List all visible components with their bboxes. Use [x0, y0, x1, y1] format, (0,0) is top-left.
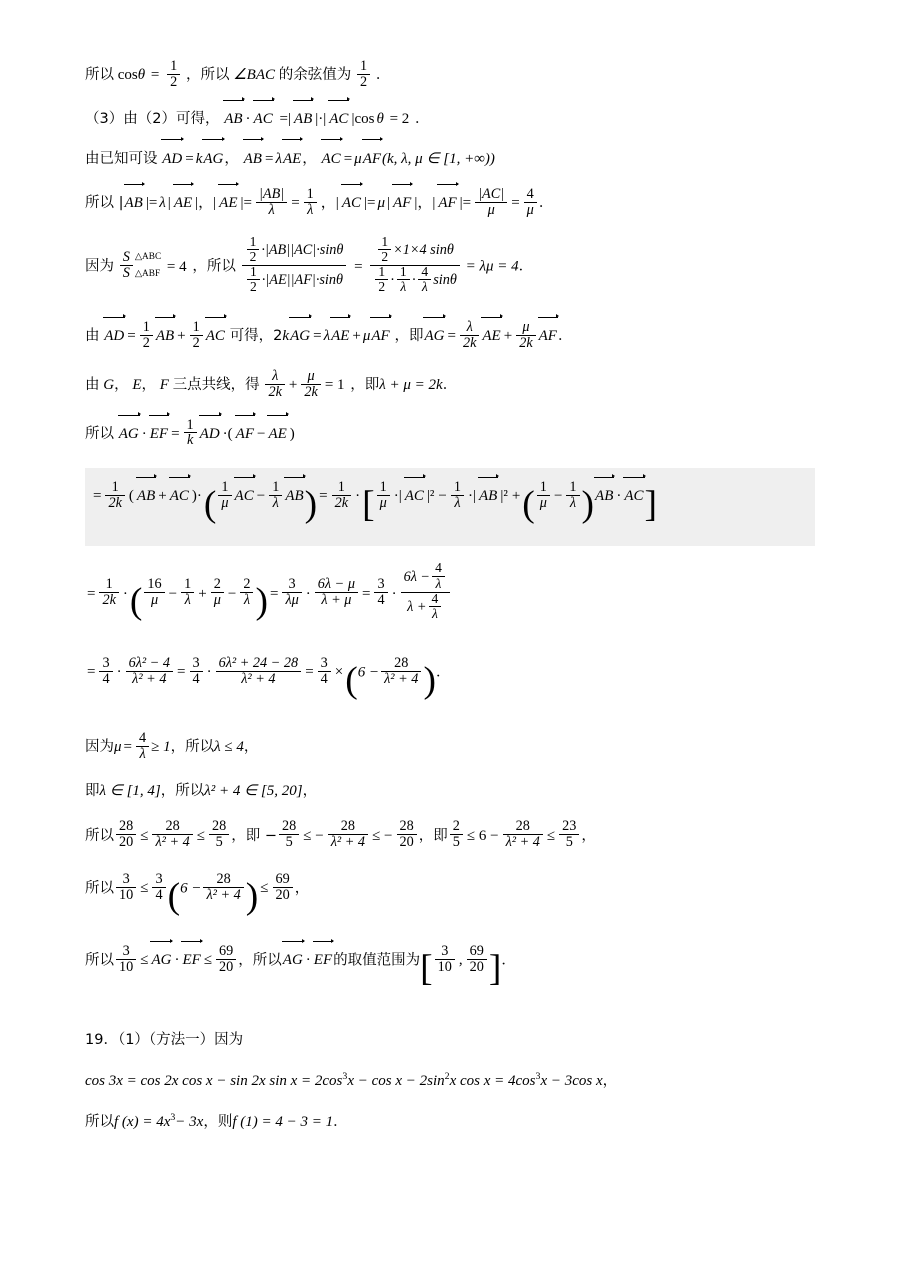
- comma: ，: [302, 150, 317, 167]
- text-segment: ，即: [418, 827, 448, 844]
- vector-ab-3: AB: [478, 486, 498, 508]
- comma: ，: [302, 782, 318, 799]
- text-segment: 由: [85, 328, 100, 345]
- math-equals: =: [291, 195, 300, 212]
- solution-line-4: [85, 185, 815, 219]
- comma: ，: [294, 879, 310, 896]
- math-minus: −: [227, 585, 237, 602]
- math-mu: μ: [362, 328, 371, 345]
- fraction-2-over-mu: $\frac{2}{\mu}$: [211, 577, 224, 608]
- math-exponent: 2: [444, 1071, 450, 1083]
- comma: ，: [114, 376, 129, 393]
- fraction-half-2: $\frac{1}{2}$: [190, 320, 203, 351]
- math-point-f: F: [159, 376, 169, 393]
- math-le-six-minus: ≤ 6 −: [466, 827, 499, 844]
- fraction-half: $\frac{1}{2}$: [140, 320, 153, 351]
- dot-bar: ·|: [467, 488, 476, 505]
- math-equals: = 1: [324, 376, 345, 393]
- dot-operator: ·: [206, 663, 212, 680]
- text-segment: 由已知可设: [85, 150, 158, 167]
- open-paren-big: (: [345, 659, 358, 701]
- open-paren-big: (: [129, 581, 143, 623]
- math-lambda: λ: [275, 150, 282, 167]
- fraction-one-over-lambda-3: $\frac{1}{\lambda}$: [566, 480, 579, 511]
- open-paren: (: [128, 488, 134, 505]
- vector-ab: AB: [155, 326, 175, 348]
- math-plus: +: [177, 328, 186, 345]
- vector-ae: AE: [267, 424, 287, 446]
- solution-line-15: [85, 870, 815, 924]
- fraction-28-over-lambda2-4-neg: $\frac{28}{\text{λ² + 4}}$: [328, 819, 368, 850]
- fraction-one-over-2k: $\frac{1}{2k}$: [105, 480, 124, 511]
- vector-ab: AB: [223, 109, 243, 131]
- dot-bar: ·|: [393, 488, 402, 505]
- vector-af-2: AF: [538, 326, 558, 348]
- fraction-16-over-mu: $\frac{16}{\mu}$: [144, 577, 164, 608]
- comma: ，: [581, 827, 596, 844]
- vector-ag: AG: [150, 950, 172, 972]
- vector-ae: AE: [330, 326, 350, 348]
- math-le: ≤: [140, 952, 149, 969]
- question-19-line-2: [85, 1111, 815, 1134]
- vector-ag: AG: [118, 424, 140, 446]
- solution-line-11: [85, 654, 815, 708]
- math-minus: −: [256, 488, 266, 505]
- math-mu: μ: [114, 738, 122, 755]
- math-comma: ,: [458, 952, 463, 969]
- math-result: λ ≤ 4: [214, 738, 244, 755]
- comma: ，: [243, 738, 259, 755]
- vector-ab-2: AB: [284, 486, 304, 508]
- period: ．: [538, 195, 554, 212]
- vector-ef-2: EF: [313, 950, 333, 972]
- math-equals: =: [177, 663, 186, 680]
- vector-ef: EF: [149, 424, 169, 446]
- math-le-neg-2: ≤ −: [372, 827, 393, 844]
- math-exponent: 3: [535, 1071, 541, 1083]
- solution-line-7: [85, 367, 815, 401]
- math-times: ×: [334, 663, 344, 680]
- solution-line-2: [85, 109, 815, 131]
- math-equals: =: [150, 66, 160, 83]
- math-equals: =: [447, 328, 456, 345]
- fraction-area-ratio: $\frac{S}{S}$: [120, 250, 133, 281]
- text-segment: 所以: [85, 827, 114, 844]
- vector-af-2: AF: [437, 193, 457, 215]
- fraction-area-values: $\frac{1}{2}$ ×1×4 sinθ $\frac{1}{2}$ · $\frac{1}{\lambda}$ · $\frac{4}{\lambda}$ sinθ: [370, 236, 459, 296]
- fraction-one-over-lambda: $\frac{1}{\lambda}$: [269, 480, 282, 511]
- math-minus: −: [438, 488, 447, 505]
- fraction-one-half: $\frac{1}{2}$: [167, 59, 180, 90]
- comma: ，: [602, 1073, 618, 1090]
- math-equals: =: [319, 488, 328, 505]
- math-segment: x − cos x − 2sin: [347, 1073, 445, 1090]
- text-segment: 即: [85, 782, 100, 799]
- text-segment: 所以: [85, 879, 114, 896]
- math-equals: =: [185, 150, 194, 167]
- math-squared: |²: [426, 488, 435, 505]
- math-equals: |=: [363, 195, 376, 212]
- fraction-mu-over-2k: $\frac{\mu}{2k}$: [301, 369, 320, 400]
- vector-af: AF: [392, 193, 412, 215]
- math-k: k: [282, 328, 290, 345]
- text-segment: 的取值范围为: [333, 952, 421, 969]
- vector-ae: AE: [173, 193, 193, 215]
- math-plus: +: [158, 488, 167, 505]
- vector-ab: AB: [136, 486, 156, 508]
- math-result: = λμ = 4: [465, 258, 519, 275]
- math-exponent: 3: [342, 1071, 348, 1083]
- math-k: k: [195, 150, 203, 167]
- math-sep: |·|: [315, 110, 327, 127]
- dot-operator: ·: [116, 663, 122, 680]
- vector-ef: EF: [181, 950, 201, 972]
- vector-ae-2: AE: [218, 193, 238, 215]
- dot-operator: ·: [141, 425, 147, 442]
- fraction-one-over-2k: $\frac{1}{2k}$: [99, 577, 118, 608]
- math-ge-one: ≥ 1: [151, 738, 171, 755]
- fraction-3-over-4-c: $\frac{3}{4}$: [318, 656, 331, 687]
- solution-line-16: [85, 942, 815, 996]
- fraction-mu-over-2k: $\frac{\mu}{2k}$: [516, 320, 535, 351]
- math-le: ≤: [140, 827, 149, 844]
- period: ．: [375, 66, 391, 83]
- math-plus: +: [288, 376, 298, 393]
- math-equals: =: [305, 663, 314, 680]
- fraction-one-half-2: $\frac{1}{2}$: [357, 59, 370, 90]
- fraction-69-over-20-b: $\frac{69}{20}$: [467, 944, 487, 975]
- dot-operator: ·: [616, 488, 622, 505]
- text-segment: 由: [85, 376, 100, 393]
- dot-operator: ·: [245, 110, 251, 127]
- text-segment: 因为: [85, 738, 114, 755]
- math-six-minus: 6 −: [357, 663, 380, 680]
- math-equals: =: [269, 585, 279, 602]
- close-paren-big: ): [245, 875, 259, 917]
- math-minus: −: [168, 585, 178, 602]
- math-equals: =|: [279, 110, 291, 127]
- text-segment: 可得，2: [229, 328, 283, 345]
- vector-ac-2: AC: [328, 109, 349, 131]
- math-lambda2-interval: λ² + 4 ∈ [5, 20]: [204, 782, 303, 799]
- math-six-minus: 6 −: [180, 879, 202, 896]
- area-sub-abf: △ABF: [134, 269, 161, 280]
- math-function-f1: f (1) = 4 − 3 = 1: [232, 1113, 334, 1130]
- math-equals: =: [123, 738, 132, 755]
- fraction-one-over-lambda: $\frac{1}{\lambda}$: [304, 187, 317, 218]
- text-segment: ，则: [203, 1113, 233, 1130]
- math-plus: +: [511, 488, 521, 505]
- vector-af: AF: [370, 326, 390, 348]
- fraction-expanded: $\frac{\text{6λ² + 24 − 28}}{\text{λ² + 4}}$: [216, 656, 302, 687]
- vector-ae-2: AE: [481, 326, 501, 348]
- text-segment: ，所以: [185, 66, 230, 83]
- open-paren-big: (: [203, 483, 217, 525]
- vector-ab: AB: [243, 149, 263, 171]
- vector-ag-2: AG: [423, 326, 445, 348]
- fraction-23-over-5: $\frac{23}{5}$: [559, 819, 579, 850]
- solution-line-3: [85, 149, 815, 171]
- period: ．: [435, 663, 451, 680]
- area-sub-abc: △ABC: [134, 251, 162, 262]
- text-segment: 三点共线，得: [172, 376, 260, 393]
- math-le: ≤: [140, 879, 149, 896]
- vector-ac-4: AC: [623, 486, 644, 508]
- close-paren-dot: )·: [191, 488, 202, 505]
- math-plus: +: [503, 328, 513, 345]
- fraction-69-over-20: $\frac{69}{20}$: [273, 872, 293, 903]
- comma: ，: [141, 376, 157, 393]
- open-paren-big-2: (: [522, 483, 535, 525]
- fraction-28-over-lambda2-4-b: $\frac{28}{\text{λ² + 4}}$: [503, 819, 543, 850]
- math-theta: θ: [376, 110, 384, 127]
- solution-line-6: [85, 318, 815, 352]
- vector-ab-2: AB: [293, 109, 313, 131]
- math-bar: |: [386, 195, 390, 212]
- period: ．: [557, 328, 573, 345]
- fraction-3-over-4: $\frac{3}{4}$: [152, 872, 165, 903]
- math-equals: |=: [240, 195, 252, 212]
- text-segment: （3）由（2）可得，: [85, 110, 220, 127]
- math-result: λ + μ = 2k: [379, 376, 443, 393]
- fraction-one-over-2k-2: $\frac{1}{2k}$: [332, 480, 351, 511]
- math-equals: =: [361, 585, 371, 602]
- text-segment: ，即: [394, 328, 424, 345]
- close-paren-big: ): [423, 659, 436, 701]
- math-function-fx: f (x) = 4x: [114, 1113, 171, 1130]
- text-segment: 的余弦值为: [278, 66, 352, 83]
- open-bracket-big: [: [420, 948, 433, 989]
- vector-ac: AC: [205, 326, 226, 348]
- period: ．: [501, 952, 516, 969]
- close-paren: ): [289, 425, 295, 442]
- math-theta: θ: [137, 66, 146, 83]
- fraction-one-over-mu-2: $\frac{1}{\mu}$: [377, 480, 390, 511]
- fraction-2-over-5: $\frac{2}{5}$: [450, 819, 463, 850]
- close-bracket-big: ]: [488, 948, 502, 989]
- fraction-28-over-20-neg: $\frac{28}{20}$: [397, 819, 417, 850]
- math-equals: =: [87, 663, 96, 680]
- vector-ad: AD: [103, 326, 125, 348]
- dot-operator: ·: [391, 585, 397, 602]
- dot-operator: ·: [122, 585, 128, 602]
- fraction-3-over-10-b: $\frac{3}{10}$: [435, 944, 455, 975]
- math-exponent: 3: [170, 1111, 176, 1123]
- math-segment: − 3x: [175, 1113, 204, 1130]
- text-segment: ，所以: [238, 952, 282, 969]
- open-bracket-big: [: [362, 483, 375, 525]
- open-paren-big: (: [167, 875, 181, 917]
- math-equals: |=: [459, 195, 472, 212]
- math-mu: μ: [354, 150, 362, 167]
- text-segment: 所以: [85, 66, 114, 83]
- fraction-28-over-lambda2-4: $\frac{28}{\text{λ² + 4}}$: [203, 872, 243, 903]
- math-bar: |: [167, 195, 171, 212]
- text-segment: 所以 |: [85, 195, 124, 212]
- math-equals: =: [343, 150, 353, 167]
- text-segment: 所以: [85, 425, 114, 442]
- vector-ab-4: AB: [594, 486, 614, 508]
- dot-operator: ·: [174, 952, 180, 969]
- math-plus: +: [198, 585, 207, 602]
- vector-ac: AC: [341, 193, 362, 215]
- math-bar: |，|: [414, 195, 436, 212]
- text-segment: ，所以: [192, 258, 236, 275]
- fraction-6lambda-minus-mu: $\frac{6\lambda - \mu}{\lambda + \mu}$: [315, 577, 358, 608]
- text-segment: 所以: [85, 952, 114, 969]
- math-lambda-interval: λ ∈ [1, 4]: [99, 782, 161, 799]
- solution-line-1: [85, 57, 815, 91]
- fraction-69-over-20: $\frac{69}{20}$: [216, 944, 236, 975]
- math-cos: |cos: [351, 110, 375, 127]
- solution-line-9-highlighted: [85, 468, 815, 546]
- math-le: ≤: [203, 952, 213, 969]
- fraction-lambda-over-2k: $\frac{\lambda}{2k}$: [460, 320, 479, 351]
- dot-open-paren: ·(: [222, 425, 233, 442]
- text-segment: 因为: [85, 258, 114, 275]
- vector-ac: AC: [321, 149, 342, 171]
- math-segment: x − 3cos x: [540, 1073, 603, 1090]
- math-mu: μ: [377, 195, 385, 212]
- math-equals: =: [264, 150, 274, 167]
- fraction-3-over-4: $\frac{3}{4}$: [374, 577, 387, 608]
- close-bracket-big: ]: [644, 483, 658, 525]
- fraction-four-over-mu: $\frac{4}{\mu}$: [524, 187, 537, 218]
- question-19-heading: [85, 1030, 815, 1052]
- fraction-one-over-lambda-2: $\frac{1}{\lambda}$: [451, 480, 464, 511]
- text-segment: ，所以: [170, 738, 215, 755]
- fraction-28-over-20: $\frac{28}{20}$: [116, 819, 136, 850]
- fraction-one-over-mu: $\frac{1}{\mu}$: [218, 480, 231, 511]
- math-equals: =: [87, 585, 96, 602]
- fraction-3-over-4-b: $\frac{3}{4}$: [190, 656, 203, 687]
- comma-bar: ，|: [320, 195, 339, 212]
- vector-ad: AD: [199, 424, 221, 446]
- text-segment: 所以: [85, 1113, 114, 1130]
- fraction-2-over-lambda: $\frac{2}{\lambda}$: [240, 577, 253, 608]
- solution-line-13: [85, 781, 815, 803]
- close-paren-big: ): [255, 581, 268, 623]
- fraction-3-over-10: $\frac{3}{10}$: [116, 872, 136, 903]
- fraction-3-over-4: $\frac{3}{4}$: [99, 656, 112, 687]
- math-plus: +: [352, 328, 361, 345]
- dot-operator: ·: [355, 488, 361, 505]
- math-le: ≤: [546, 827, 556, 844]
- text-segment: ，即: [350, 376, 380, 393]
- solution-line-8: [85, 416, 815, 450]
- math-equals: |=: [145, 195, 158, 212]
- dot-operator: ·: [305, 952, 311, 969]
- math-cos3x-expansion: cos 3x = cos 2x cos x − sin 2x sin x = 2cos: [85, 1073, 343, 1090]
- period: ．: [333, 1113, 348, 1130]
- vector-ac-2: AC: [234, 486, 255, 508]
- solution-line-12: [85, 729, 815, 763]
- question-19-label: 19．（1）（方法一）因为: [85, 1032, 244, 1049]
- math-value: = 2: [389, 110, 410, 127]
- text-segment: ，即 −: [231, 827, 278, 844]
- math-lambda: λ: [323, 328, 331, 345]
- fraction-28-over-lambda2-plus-4: $\frac{28}{\text{λ² + 4}}$: [381, 656, 421, 687]
- fraction-one-over-mu-3: $\frac{1}{\mu}$: [537, 480, 550, 511]
- math-equals: = 4: [166, 258, 187, 275]
- fraction-abs-ab-over-lambda: $\frac{|AB|}{\lambda}$: [256, 187, 287, 218]
- math-squared: |²: [500, 488, 508, 505]
- vector-ag: AG: [289, 326, 311, 348]
- math-le-neg: ≤ −: [303, 827, 324, 844]
- vector-af: AF: [235, 424, 255, 446]
- math-minus: −: [257, 425, 266, 442]
- math-equals: =: [127, 328, 136, 345]
- fraction-3-over-10: $\frac{3}{10}$: [116, 944, 136, 975]
- period: ．: [518, 258, 534, 275]
- fraction-28-over-lambda2-4: $\frac{28}{\text{λ² + 4}}$: [152, 819, 192, 850]
- vector-ag-2: AG: [282, 950, 304, 972]
- close-paren-big: ): [304, 483, 318, 525]
- math-equals: =: [93, 488, 102, 505]
- fraction-4-over-lambda: $\frac{4}{\lambda}$: [136, 731, 149, 762]
- vector-ac: AC: [169, 486, 190, 508]
- fraction-28-over-5-neg: $\frac{28}{5}$: [279, 819, 299, 850]
- vector-ad: AD: [161, 149, 183, 171]
- vector-ac: AC: [253, 109, 274, 131]
- math-bar: |，|: [195, 195, 217, 212]
- math-segment: x cos x = 4cos: [449, 1073, 536, 1090]
- vector-af: AF: [362, 149, 382, 171]
- period: ．: [442, 376, 458, 393]
- comma: ，: [224, 150, 239, 167]
- math-le: ≤: [260, 879, 269, 896]
- math-equals: =: [313, 328, 322, 345]
- vector-ab: AB: [124, 193, 144, 215]
- math-point-g: G: [103, 376, 115, 393]
- fraction-abs-ac-over-mu: $\frac{|AC|}{\mu}$: [475, 187, 507, 218]
- question-19-line-1: [85, 1070, 815, 1093]
- fraction-6lambda2-minus-4: $\frac{\text{6λ² − 4}}{\text{λ² + 4}}$: [126, 656, 173, 687]
- solution-line-10: [85, 560, 815, 629]
- fraction-area-formula: $\frac{1}{2}$ ·|AB||AC|·sinθ $\frac{1}{2}$ ·|AE||AF|·sinθ: [242, 236, 347, 296]
- fraction-1-over-lambda: $\frac{1}{\lambda}$: [181, 577, 194, 608]
- math-angle-bac: ∠BAC: [233, 66, 275, 83]
- vector-ag: AG: [202, 149, 224, 171]
- fraction-28-over-5: $\frac{28}{5}$: [209, 819, 229, 850]
- period: ．: [415, 110, 430, 127]
- dot-operator: ·: [305, 585, 311, 602]
- math-equals: =: [171, 425, 180, 442]
- math-minus: −: [553, 488, 563, 505]
- vector-ae: AE: [282, 149, 302, 171]
- fraction-complex: 6λ − $\frac{4}{\lambda}$ λ + $\frac{4}{\lambda}$: [401, 563, 450, 623]
- vector-ac-3: AC: [404, 486, 425, 508]
- text-segment: ，所以: [160, 782, 205, 799]
- fraction-one-over-k: $\frac{1}{k}$: [184, 418, 197, 449]
- math-equals: =: [511, 195, 520, 212]
- math-condition: (k, λ, μ ∈ [1, +∞)): [382, 150, 495, 167]
- fraction-lambda-over-2k: $\frac{\lambda}{2k}$: [265, 369, 284, 400]
- math-point-e: E: [132, 376, 142, 393]
- close-paren-big-2: ): [581, 483, 595, 525]
- fraction-3-over-lambda-mu: $\frac{3}{\lambda\mu}$: [282, 577, 301, 608]
- solution-line-14: [85, 818, 815, 852]
- math-le: ≤: [196, 827, 206, 844]
- math-cos: cos: [117, 66, 138, 83]
- math-lambda: λ: [159, 195, 166, 212]
- solution-line-5: 因为 $\frac{S}{S}$ △ABC △ABF = 4 ，所以 $\frac{1}{2}$ ·|AB||AC|·sinθ $\frac{1}{2}$ ·|AE||AF|·sinθ = $\frac{1}{2}$ ×1×4 sinθ $\frac{1}{2}$ · $\frac{1}{\lambda}$ · $\frac{4}{\lambda}$ sinθ = λμ = 4．: [85, 233, 534, 295]
